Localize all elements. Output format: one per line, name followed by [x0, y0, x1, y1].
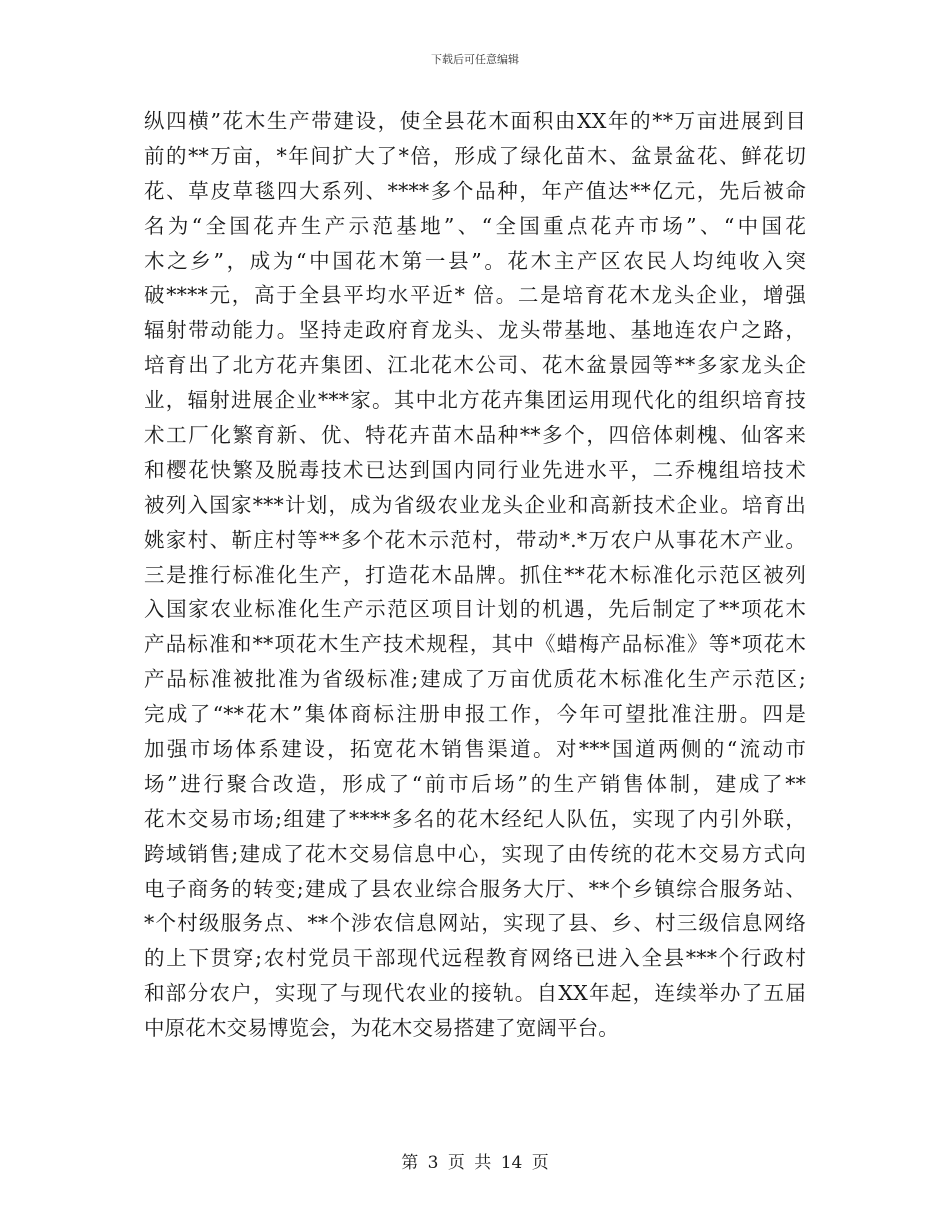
text-line: 被列入国家***计划，成为省级农业龙头企业和高新技术企业。培育出: [144, 492, 806, 517]
text-line: 和部分农户，实现了与现代农业的接轨。自XX年起，连续举办了五届: [144, 981, 806, 1006]
text-line: 辐射带动能力。坚持走政府育龙头、龙头带基地、基地连农户之路，: [144, 318, 806, 343]
text-line: 完成了“**花木”集体商标注册申报工作，今年可望批准注册。四是: [144, 702, 806, 727]
text-line: 场”进行聚合改造，形成了“前市后场”的生产销售体制，建成了**: [144, 771, 806, 796]
text-line: 电子商务的转变;建成了县农业综合服务大厅、**个乡镇综合服务站、: [144, 876, 806, 901]
text-line-last: 中原花木交易博览会，为花木交易搭建了宽阔平台。: [144, 1016, 619, 1041]
text-line: 和樱花快繁及脱毒技术已达到国内同行业先进水平，二乔槐组培技术: [144, 457, 806, 482]
text-line: 花、草皮草毯四大系列、****多个品种，年产值达**亿元，先后被命: [144, 178, 806, 203]
text-line: 名为“全国花卉生产示范基地”、“全国重点花卉市场”、“中国花: [144, 213, 806, 238]
body-text: [144, 104, 806, 1046]
text-line: 纵四横”花木生产带建设，使全县花木面积由XX年的**万亩进展到目: [144, 109, 806, 133]
text-line: 加强市场体系建设，拓宽花木销售渠道。对***国道两侧的“流动市: [144, 737, 806, 762]
text-line: 前的**万亩，*年间扩大了*倍，形成了绿化苗木、盆景盆花、鲜花切: [144, 143, 806, 168]
page-header-note: 下载后可任意编辑: [431, 53, 519, 66]
page-number: 第 3 页 共 14 页: [401, 1153, 549, 1173]
text-line: *个村级服务点、**个涉农信息网站，实现了县、乡、村三级信息网络: [144, 911, 806, 936]
text-line: 木之乡”，成为“中国花木第一县”。花木主产区农民人均纯收入突: [144, 248, 806, 273]
text-line: 术工厂化繁育新、优、特花卉苗木品种**多个，四倍体刺槐、仙客来: [144, 423, 806, 448]
text-line: 入国家农业标准化生产示范区项目计划的机遇，先后制定了**项花木: [144, 597, 806, 622]
text-line: 培育出了北方花卉集团、江北花木公司、花木盆景园等**多家龙头企: [144, 353, 806, 378]
text-line: 破****元，高于全县平均水平近* 倍。二是培育花木龙头企业，增强: [144, 283, 806, 308]
text-line: 姚家村、靳庄村等**多个花木示范村，带动*.*万农户从事花木产业。: [144, 527, 806, 552]
text-line: 产品标准和**项花木生产技术规程，其中《蜡梅产品标准》等*项花木: [144, 632, 806, 657]
text-line: 花木交易市场;组建了****多名的花木经纪人队伍，实现了内引外联，: [144, 806, 806, 831]
text-line: 产品标准被批准为省级标准;建成了万亩优质花木标准化生产示范区;: [144, 667, 806, 692]
text-line: 业，辐射进展企业***家。其中北方花卉集团运用现代化的组织培育技: [144, 388, 806, 413]
text-line: 跨域销售;建成了花木交易信息中心，实现了由传统的花木交易方式向: [144, 841, 806, 866]
text-line: 三是推行标准化生产，打造花木品牌。抓住**花木标准化示范区被列: [144, 562, 806, 587]
text-line: 的上下贯穿;农村党员干部现代远程教育网络已进入全县***个行政村: [144, 946, 806, 971]
